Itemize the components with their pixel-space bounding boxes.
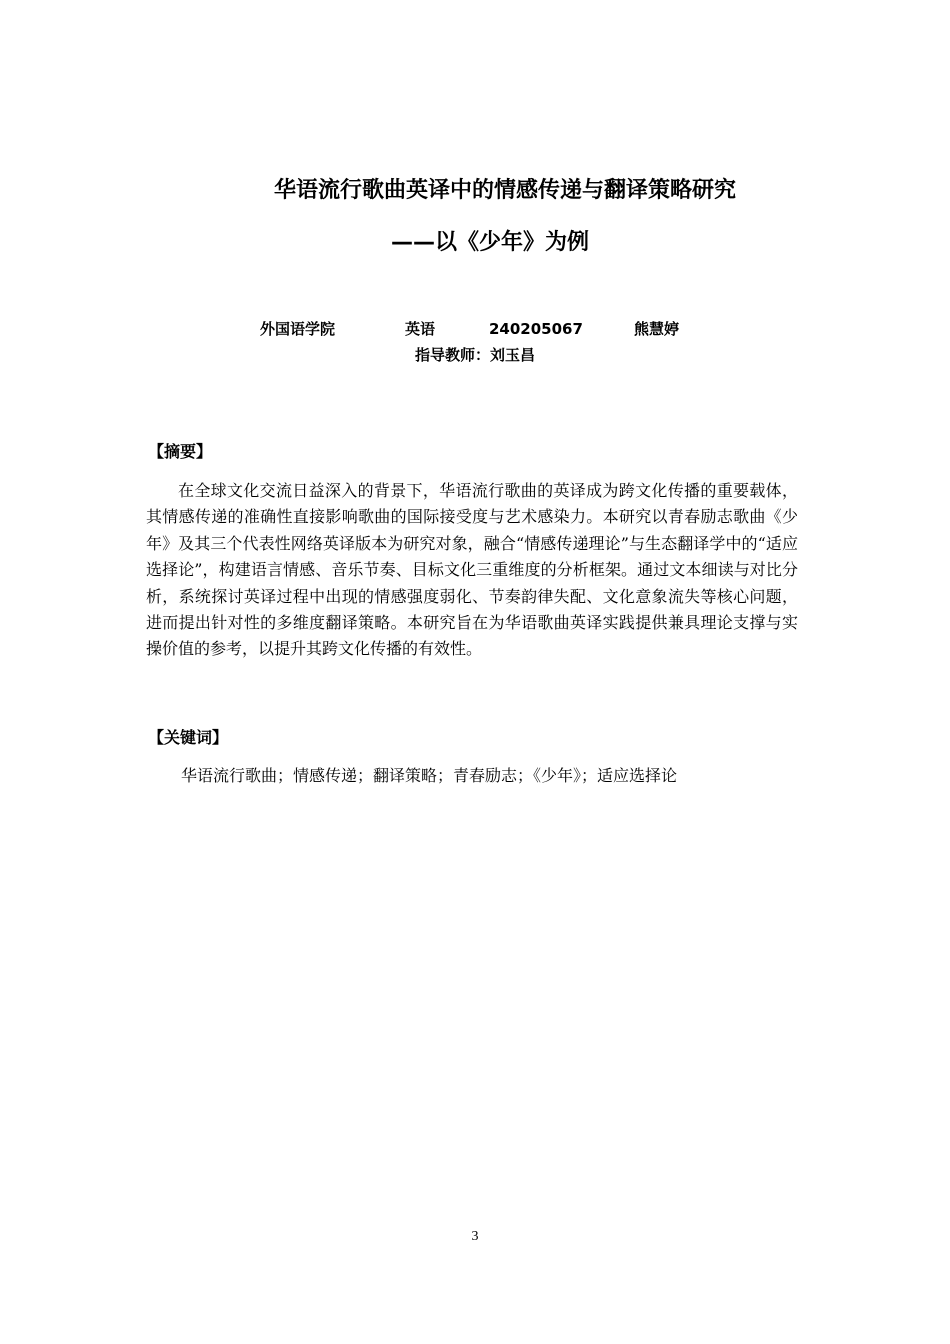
student-name: 熊慧婷 <box>634 320 680 338</box>
page-number: 3 <box>471 1229 479 1244</box>
abstract-heading: 【摘要】 <box>148 442 213 461</box>
abstract-body: 在全球文化交流日益深入的背景下，华语流行歌曲的英译成为跨文化传播的重要载体，其情感传递的准确性直接影响歌曲的国际接受度与艺术感染力。本研究以青春励志歌曲《少年》及其三个代表性网络英译版本为研究对象，融合“情感传递理论”与生态翻译学中的“适应选择论”，构建语言情感、音乐节奏、目标文化三重维度的分析框架。通过文本细读与对比分析，系统探讨英译过程中出现的情感强度弱化、节奏韵律失配、文化意象流失等核心问题，进而提出针对性的多维度翻译策略。本研究旨在为华语歌曲英译实践提供兼具理论支撑与实操价值的参考，以提升其跨文化传播的有效性。 <box>146 481 798 659</box>
author-info-line <box>0 318 950 340</box>
keywords-heading: 【关键词】 <box>148 728 229 747</box>
major-name: 英语 <box>405 320 436 338</box>
advisor-line: 指导教师：刘玉昌 <box>414 346 535 364</box>
college-name: 外国语学院 <box>260 320 336 338</box>
keywords-body: 华语流行歌曲；情感传递；翻译策略；青春励志；《少年》；适应选择论 <box>181 766 678 785</box>
student-id: 240205067 <box>489 320 583 338</box>
paper-subtitle: ——以《少年》为例 <box>390 230 589 255</box>
paper-title: 华语流行歌曲英译中的情感传递与翻译策略研究 <box>273 178 736 203</box>
